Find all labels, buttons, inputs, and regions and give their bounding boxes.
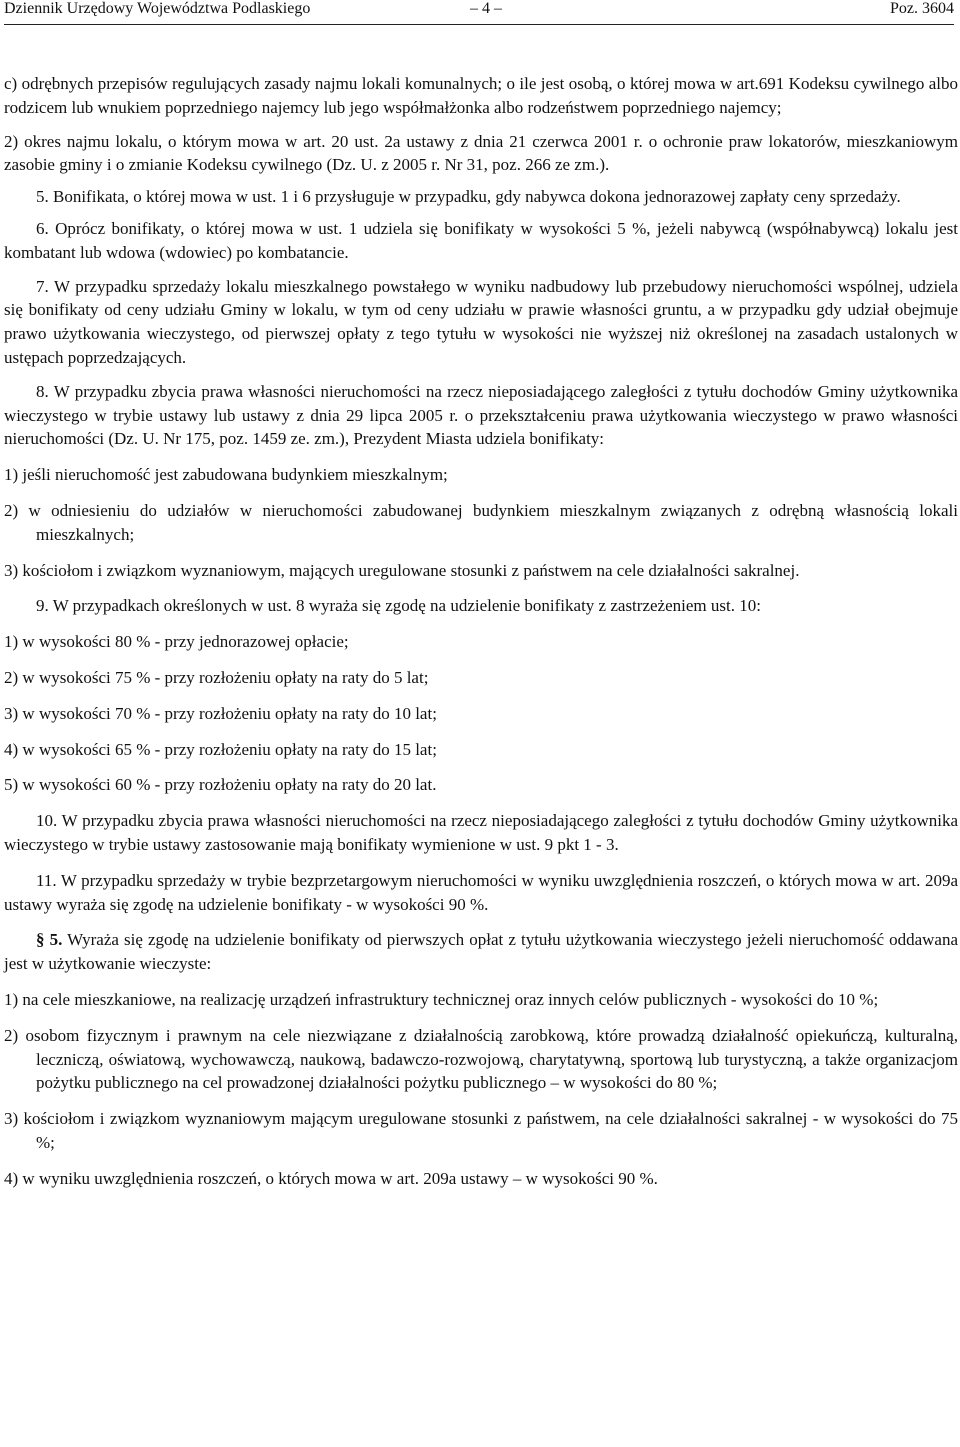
paragraph-9: 9. W przypadkach określonych w ust. 8 wyraża się zgodę na udzielenie bonifikaty z zastrzeżeniem ust. 10:	[36, 596, 761, 616]
header-divider	[4, 24, 954, 25]
paragraph-10: 10. W przypadku zbycia prawa własności nieruchomości na rzecz nieposiadającego zaległości z tytułu dochodów Gminy użytkownika wieczystego w trybie ustawy zastosowanie mają bonifikaty wymienione w ust. 9 pkt 1 - 3.	[4, 811, 958, 854]
list-item: 3) kościołom i związkom wyznaniowym mającym uregulowane stosunki z państwem, na cele działalności sakralnej - w wysokości do 75 %;	[4, 1109, 958, 1152]
list-item: 5) w wysokości 60 % - przy rozłożeniu opłaty na raty do 20 lat.	[4, 775, 437, 795]
paragraph-c: c) odrębnych przepisów regulujących zasady najmu lokali komunalnych; o ile jest osobą, o której mowa w art.691 Kodeksu cywilnego albo rodzicem lub wnukiem poprzedniego najemcy lub jego współmałżonka albo rodzeństwem poprzedniego najemcy;	[4, 74, 958, 117]
list-item: 4) w wyniku uwzględnienia roszczeń, o których mowa w art. 209a ustawy – w wysokości 90 %.	[4, 1168, 658, 1188]
list-item: 3) w wysokości 70 % - przy rozłożeniu opłaty na raty do 10 lat;	[4, 703, 437, 723]
list-item: 3) kościołom i związkom wyznaniowym, mających uregulowane stosunki z państwem na cele działalności sakralnej.	[4, 560, 800, 580]
section-5-text: Wyraża się zgodę na udzielenie bonifikaty od pierwszych opłat z tytułu użytkowania wieczystego jeżeli nieruchomość oddawana jest w użytkowanie wieczyste:	[4, 930, 959, 974]
list-item: 4) w wysokości 65 % - przy rozłożeniu opłaty na raty do 15 lat;	[4, 739, 437, 759]
section-5-list	[4, 988, 958, 1191]
list-item: 1) jeśli nieruchomość jest zabudowana budynkiem mieszkalnym;	[4, 465, 448, 485]
paragraph-5: 5. Bonifikata, o której mowa w ust. 1 i 6 przysługuje w przypadku, gdy nabywca dokona jednorazowej zapłaty ceny sprzedaży.	[36, 187, 901, 207]
paragraph-11: 11. W przypadku sprzedaży w trybie bezprzetargowym nieruchomości w wyniku uwzględnienia roszczeń, o których mowa w art. 209a ustawy wyraża się zgodę na udzielenie bonifikaty - w wysokości 90 %.	[4, 870, 958, 914]
journal-title: Dziennik Urzędowy Województwa Podlaskiego	[4, 0, 311, 17]
position-number: Poz. 3604	[890, 0, 954, 17]
list-item: 2) w wysokości 75 % - przy rozłożeniu opłaty na raty do 5 lat;	[4, 667, 429, 687]
list-item: 1) na cele mieszkaniowe, na realizację urządzeń infrastruktury technicznej oraz innych celów publicznych - wysokości do 10 %;	[4, 989, 879, 1009]
section-5	[4, 928, 958, 976]
document-body	[4, 72, 958, 1202]
paragraph-6: 6. Oprócz bonifikaty, o której mowa w ust. 1 udziela się bonifikaty w wysokości 5 %, jeżeli nabywcą (współnabywcą) lokalu jest kombatant lub wdowa (wdowiec) po kombatancie.	[4, 218, 958, 262]
paragraph-9-list	[4, 630, 958, 797]
paragraph-item-2: 2) okres najmu lokalu, o którym mowa w art. 20 ust. 2a ustawy z dnia 21 czerwca 2001 r. o ochronie praw lokatorów, mieszkaniowym zasobie gminy i o zmianie Kodeksu cywilnego (Dz. U. z 2005 r. Nr 31, poz. 266 ze zm.).	[4, 131, 958, 175]
page-header	[4, 0, 954, 26]
paragraph-8-list	[4, 463, 958, 582]
list-item: 2) w odniesieniu do udziałów w nieruchomości zabudowanej budynkiem mieszkalnym związanych z odrębną własnością lokali mieszkalnych;	[4, 500, 958, 544]
paragraph-7: 7. W przypadku sprzedaży lokalu mieszkalnego powstałego w wyniku nadbudowy lub przebudowy nieruchomości wspólnej, udziela się bonifikaty od ceny udziału Gminy w lokalu, w tym od ceny udziału w prawie własności gruntu, a w przypadku gdy udział obejmuje prawo użytkowania wieczystego, od pierwszej opłaty z tego tytułu w wysokości nie wyższej niż określonej na zasadach ustalonych w ustępach poprzedzających.	[4, 276, 958, 367]
list-item: 1) w wysokości 80 % - przy jednorazowej opłacie;	[4, 632, 349, 652]
page-number: – 4 –	[470, 0, 502, 17]
paragraph-8: 8. W przypadku zbycia prawa własności nieruchomości na rzecz nieposiadającego zaległości z tytułu dochodów Gminy użytkownika wieczystego w trybie ustawy lub ustawy z dnia 29 lipca 2005 r. o przekształceniu prawa użytkowania wieczystego w prawo własności nieruchomości (Dz. U. Nr 175, poz. 1459 ze. zm.), Prezydent Miasta udziela bonifikaty:	[4, 381, 958, 449]
section-5-mark: § 5.	[36, 930, 63, 950]
list-item: 2) osobom fizycznym i prawnym na cele niezwiązane z działalnością zarobkową, które prowadzą działalność opiekuńczą, kulturalną, leczniczą, oświatową, wychowawczą, naukową, badawczo-rozwojową, charytatywną, sportową lub turystyczną, a także organizacjom pożytku publicznego na cel prowadzonej działalności pożytku publicznego – w wysokości do 80 %;	[4, 1025, 958, 1093]
